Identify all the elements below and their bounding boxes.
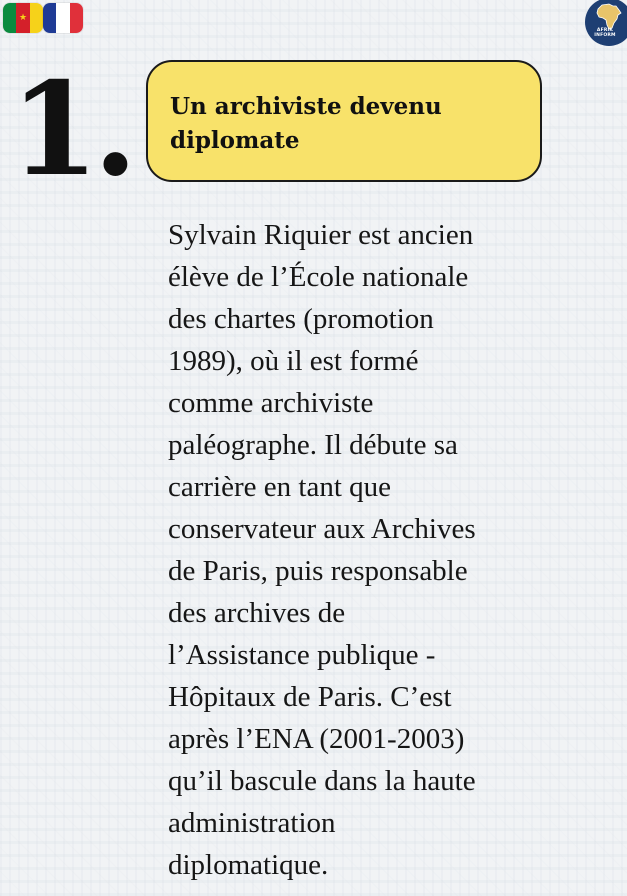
afrik-inform-logo	[585, 0, 627, 46]
body-paragraph	[168, 214, 616, 886]
section-number: 1.	[10, 55, 132, 205]
body-line: des chartes (promotion	[168, 303, 434, 335]
star-icon: ★	[18, 12, 28, 23]
body-line: l’Assistance publique -	[168, 639, 436, 671]
flag-stripe-white	[56, 3, 69, 33]
body-line: Sylvain Riquier est ancien	[168, 219, 474, 251]
body-line: élève de l’École nationale	[168, 261, 469, 293]
body-line: comme archiviste	[168, 387, 374, 419]
france-flag-icon	[43, 3, 83, 33]
section-title-box	[146, 60, 542, 182]
body-line: conservateur aux Archives	[168, 513, 476, 545]
flag-stripe-red	[70, 3, 83, 33]
body-line: des archives de	[168, 597, 346, 629]
body-line: paléographe. Il débute sa	[168, 429, 458, 461]
body-line: carrière en tant que	[168, 471, 391, 503]
flag-stripe-yellow	[30, 3, 43, 33]
cameroon-flag-icon	[3, 3, 43, 33]
body-line: Hôpitaux de Paris. C’est	[168, 681, 452, 713]
section-title	[170, 90, 522, 158]
section-title-line: diplomate	[170, 127, 300, 154]
body-line: de Paris, puis responsable	[168, 555, 468, 587]
body-line: 1989), où il est formé	[168, 345, 419, 377]
flag-stripe-red	[16, 3, 29, 33]
body-line: qu’il bascule dans la haute	[168, 765, 476, 797]
body-line: diplomatique.	[168, 849, 329, 881]
body-line: après l’ENA (2001-2003)	[168, 723, 465, 755]
flag-stripe-blue	[43, 3, 56, 33]
section-title-line: Un archiviste devenu	[170, 93, 442, 120]
logo-text: AFRIK INFORM	[594, 28, 616, 38]
flags-group	[3, 3, 83, 33]
body-line: administration	[168, 807, 336, 839]
flag-stripe-green	[3, 3, 16, 33]
